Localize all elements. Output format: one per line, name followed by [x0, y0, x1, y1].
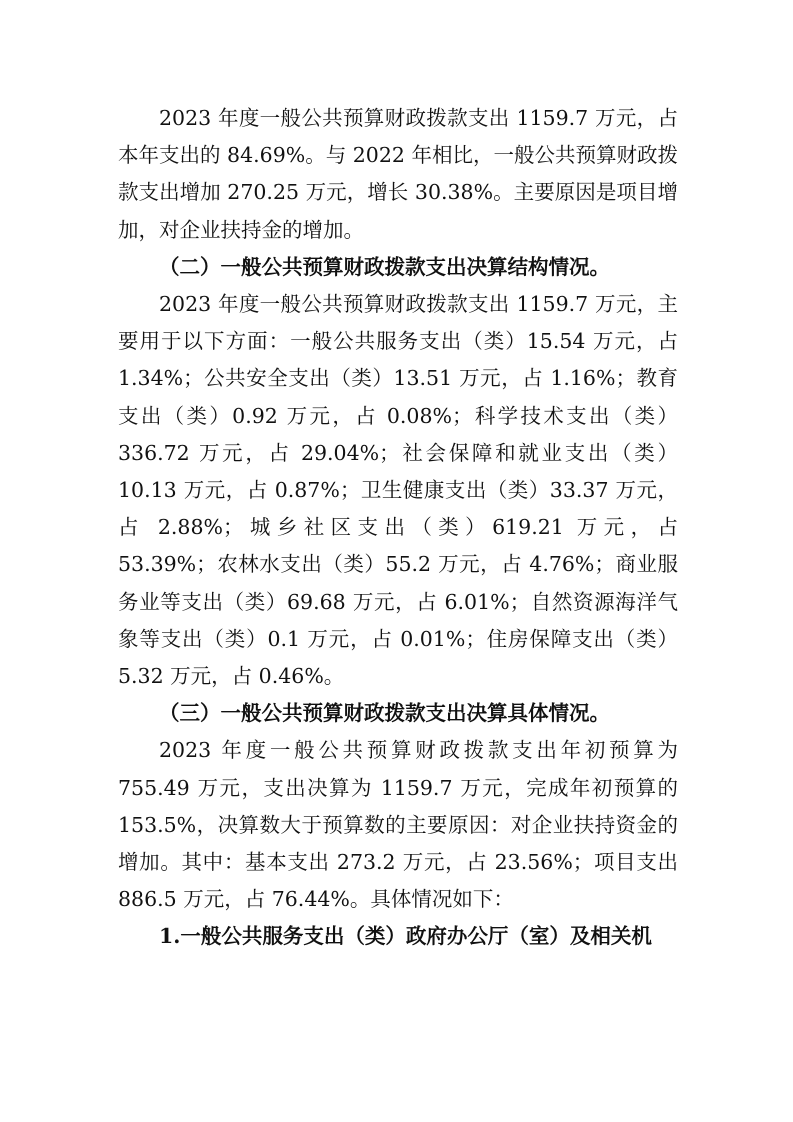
- paragraph-expenditure-summary: 2023 年度一般公共预算财政拨款支出 1159.7 万元，占本年支出的 84.69%。与 2022 年相比，一般公共预算财政拨款支出增加 270.25 万元，增长 30.38%。主要原因是项目增加，对企业扶持金的增加。: [118, 106, 678, 242]
- heading-section-3: （三）一般公共预算财政拨款支出决算具体情况。: [159, 701, 610, 726]
- document-page: [118, 100, 678, 956]
- paragraph-expenditure-details: 2023 年度一般公共预算财政拨款支出年初预算为 755.49 万元，支出决算为 1159.7 万元，完成年初预算的 153.5%，决算数大于预算数的主要原因：对企业扶持资金的增加。其中：基本支出 273.2 万元，占 23.56%；项目支出 886.5 万元，占 76.44%。具体情况如下：: [118, 738, 678, 912]
- heading-subsection-1: 1.一般公共服务支出（类）政府办公厅（室）及相关机: [159, 924, 652, 949]
- paragraph-expenditure-structure: 2023 年度一般公共预算财政拨款支出 1159.7 万元，主要用于以下方面：一般公共服务支出（类）15.54 万元，占 1.34%；公共安全支出（类）13.51 万元，占 1.16%；教育支出（类）0.92 万元，占 0.08%；科学技术支出（类）336.72 万元，占 29.04%；社会保障和就业支出（类）10.13 万元，占 0.87%；卫生健康支出（类）33.37 万元，占 2.88%；城乡社区支出（类）619.21 万元，占 53.39%；农林水支出（类）55.2 万元，占 4.76%；商业服务业等支出（类）69.68 万元，占 6.01%；自然资源海洋气象等支出（类）0.1 万元，占 0.01%；住房保障支出（类）5.32 万元，占 0.46%。: [118, 292, 678, 689]
- heading-section-2: （二）一般公共预算财政拨款支出决算结构情况。: [159, 254, 610, 279]
